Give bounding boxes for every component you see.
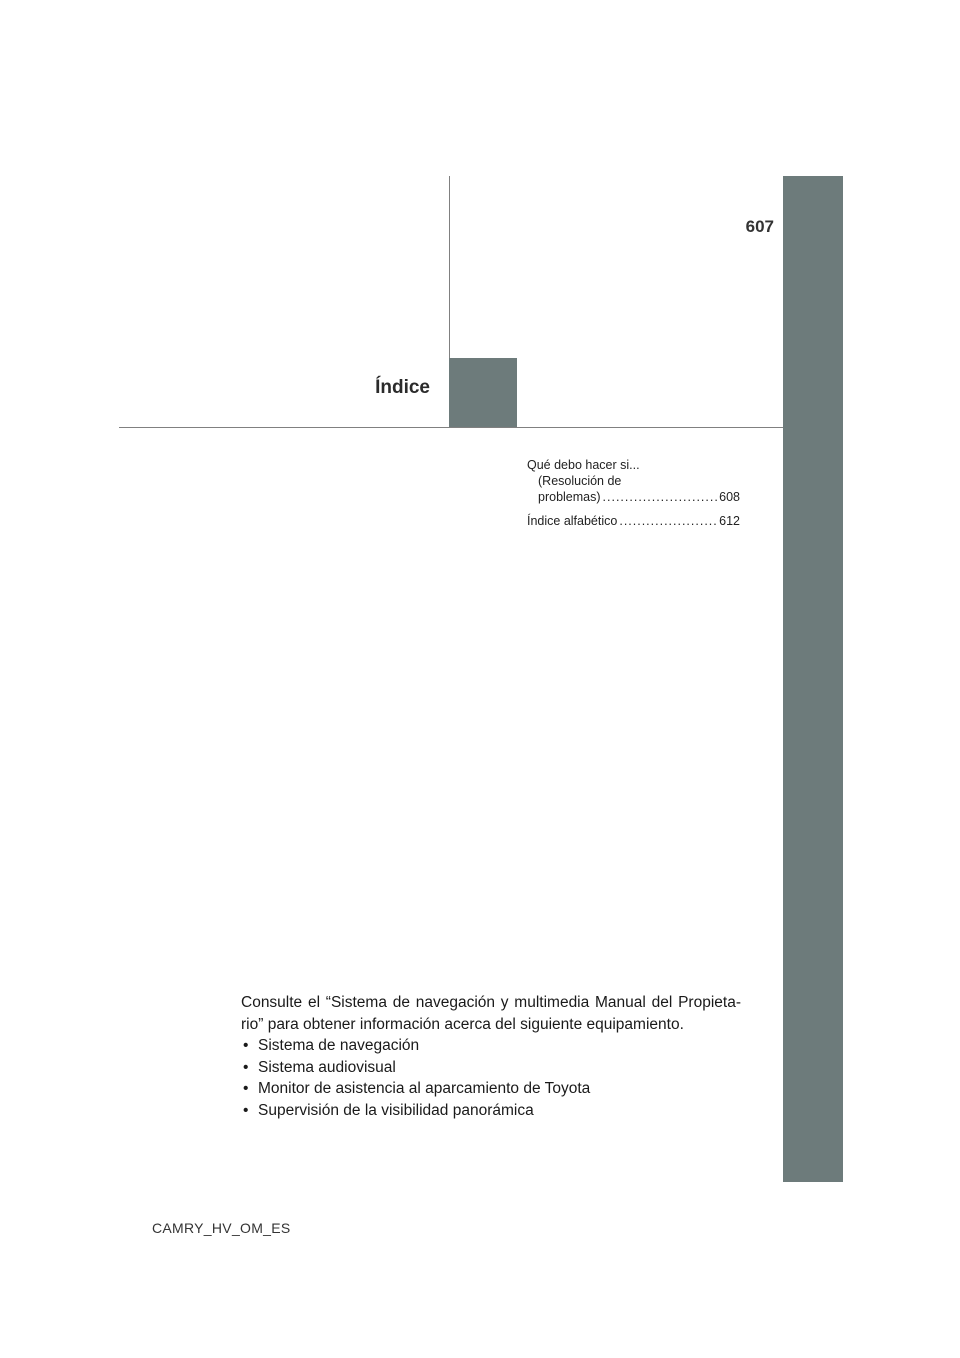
section-marker-block — [449, 358, 517, 428]
bullet-icon: • — [243, 1037, 249, 1055]
list-item: • Sistema de navegación — [241, 1035, 741, 1057]
bullet-icon: • — [243, 1058, 249, 1076]
page-number: 607 — [745, 217, 774, 236]
toc-leader-dots — [603, 489, 718, 505]
table-of-contents — [527, 457, 740, 537]
chapter-side-tab — [783, 176, 843, 1182]
toc-leader-dots — [619, 513, 717, 529]
toc-entry-troubleshooting[interactable] — [527, 457, 740, 505]
document-code: CAMRY_HV_OM_ES — [152, 1220, 291, 1236]
section-title: Índice — [375, 377, 430, 398]
list-item: • Monitor de asistencia al aparcamiento de Toyota — [241, 1078, 741, 1100]
toc-entry-alphabetical-index[interactable] — [527, 513, 740, 529]
list-item: • Sistema audiovisual — [241, 1057, 741, 1079]
note-paragraph: Consulte el “Sistema de navegación y multimedia Manual del Propieta-rio” para obtener información acerca del siguiente equipamiento. — [241, 994, 741, 1033]
list-item: • Supervisión de la visibilidad panorámica — [241, 1100, 741, 1122]
toc-page-number: 612 — [719, 514, 740, 528]
horizontal-rule — [119, 427, 783, 428]
toc-entry-text: (Resolución de — [538, 474, 622, 488]
bullet-icon: • — [243, 1080, 249, 1098]
navigation-manual-note — [241, 992, 741, 1122]
bullet-icon: • — [243, 1101, 249, 1119]
toc-entry-text: Índice alfabético — [527, 514, 618, 528]
toc-page-number: 608 — [719, 490, 740, 504]
toc-entry-text: Qué debo hacer si... — [527, 458, 640, 472]
equipment-list — [241, 1035, 741, 1121]
toc-entry-text: problemas) — [538, 490, 601, 504]
